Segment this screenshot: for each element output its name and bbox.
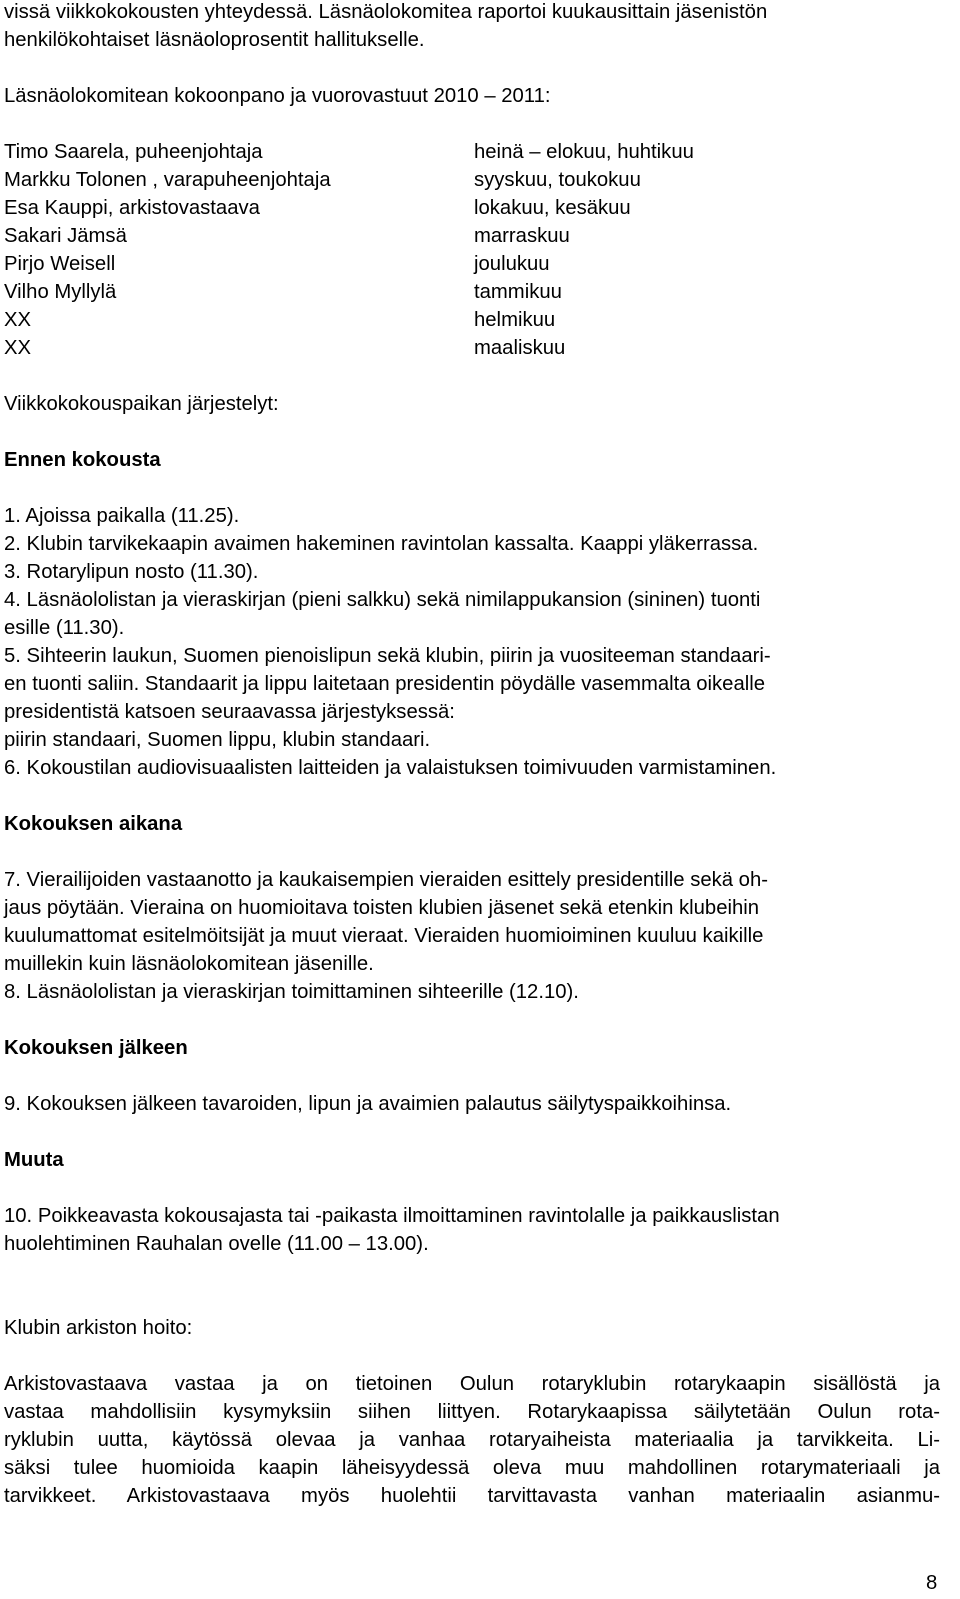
member-months: heinä – elokuu, huhtikuu xyxy=(474,141,694,163)
member-months: tammikuu xyxy=(474,281,562,303)
member-months: marraskuu xyxy=(474,225,570,247)
arrangements-heading: Viikkokokouspaikan järjestelyt: xyxy=(4,393,279,415)
member-name: Markku Tolonen , varapuheenjohtaja xyxy=(4,169,331,191)
archive-heading: Klubin arkiston hoito: xyxy=(4,1317,193,1339)
member-name: Timo Saarela, puheenjohtaja xyxy=(4,141,263,163)
member-months: syyskuu, toukokuu xyxy=(474,169,641,191)
member-months: helmikuu xyxy=(474,309,556,331)
intro-line: henkilökohtaiset läsnäoloprosentit hallitukselle. xyxy=(4,29,425,51)
list-item: 9. Kokouksen jälkeen tavaroiden, lipun ja avaimien palautus säilytyspaikkoihinsa. xyxy=(4,1093,732,1115)
list-item: 5. Sihteerin laukun, Suomen pienoislipun sekä klubin, piirin ja vuositeeman standaari- xyxy=(4,645,771,667)
list-item: 7. Vierailijoiden vastaanotto ja kaukaisempien vieraiden esittely presidentille sekä oh- xyxy=(4,869,768,891)
member-name: Esa Kauppi, arkistovastaava xyxy=(4,197,260,219)
list-item: 3. Rotarylipun nosto (11.30). xyxy=(4,561,259,583)
list-item: 10. Poikkeavasta kokousajasta tai -paikasta ilmoittaminen ravintolalle ja paikkauslistan xyxy=(4,1205,780,1227)
during-meeting-heading: Kokouksen aikana xyxy=(4,813,183,835)
page-number: 8 xyxy=(926,1572,938,1594)
list-item: presidentistä katsoen seuraavassa järjestyksessä: xyxy=(4,701,455,723)
archive-paragraph-line: vastaa mahdollisiin kysymyksiin siihen liittyen. Rotarykaapissa säilytetään Oulun rota- xyxy=(4,1401,940,1423)
archive-paragraph-line: tarvikkeet. Arkistovastaava myös huolehtii tarvittavasta vanhan materiaalin asianmu- xyxy=(4,1485,940,1507)
member-name: Vilho Myllylä xyxy=(4,281,117,303)
list-item: 1. Ajoissa paikalla (11.25). xyxy=(4,505,240,527)
list-item: muillekin kuin läsnäolokomitean jäsenille. xyxy=(4,953,374,975)
before-meeting-heading: Ennen kokousta xyxy=(4,449,161,471)
list-item: kuulumattomat esitelmöitsijät ja muut vieraat. Vieraiden huomioiminen kuuluu kaikille xyxy=(4,925,764,947)
list-item: 4. Läsnäololistan ja vieraskirjan (pieni salkku) sekä nimilappukansion (sininen) tuonti xyxy=(4,589,761,611)
committee-heading: Läsnäolokomitean kokoonpano ja vuorovastuut 2010 – 2011: xyxy=(4,85,551,107)
member-name: Sakari Jämsä xyxy=(4,225,127,247)
archive-paragraph-line: ryklubin uutta, käytössä olevaa ja vanhaa rotaryaiheista materiaalia ja tarvikkeita. Li- xyxy=(4,1429,940,1451)
member-name: XX xyxy=(4,337,32,359)
intro-line: vissä viikkokokousten yhteydessä. Läsnäolokomitea raportoi kuukausittain jäsenistön xyxy=(4,1,768,23)
member-name: XX xyxy=(4,309,32,331)
member-name: Pirjo Weisell xyxy=(4,253,116,275)
member-months: joulukuu xyxy=(474,253,550,275)
list-item: 2. Klubin tarvikekaapin avaimen hakeminen ravintolan kassalta. Kaappi yläkerrassa. xyxy=(4,533,759,555)
member-months: lokakuu, kesäkuu xyxy=(474,197,631,219)
list-item: jaus pöytään. Vieraina on huomioitava toisten klubien jäsenet sekä etenkin klubeihin xyxy=(4,897,760,919)
list-item: 6. Kokoustilan audiovisuaalisten laitteiden ja valaistuksen toimivuuden varmistaminen. xyxy=(4,757,777,779)
misc-heading: Muuta xyxy=(4,1149,64,1171)
list-item: piirin standaari, Suomen lippu, klubin standaari. xyxy=(4,729,431,751)
list-item: en tuonti saliin. Standaarit ja lippu laitetaan presidentin pöydälle vasemmalta oikealle xyxy=(4,673,766,695)
archive-paragraph-line: Arkistovastaava vastaa ja on tietoinen Oulun rotaryklubin rotarykaapin sisällöstä ja xyxy=(4,1373,940,1395)
list-item: 8. Läsnäololistan ja vieraskirjan toimittaminen sihteerille (12.10). xyxy=(4,981,579,1003)
archive-paragraph-line: säksi tulee huomioida kaapin läheisyydessä oleva muu mahdollinen rotarymateriaali ja xyxy=(4,1457,940,1479)
list-item: huolehtiminen Rauhalan ovelle (11.00 – 13.00). xyxy=(4,1233,429,1255)
list-item: esille (11.30). xyxy=(4,617,125,639)
member-months: maaliskuu xyxy=(474,337,566,359)
after-meeting-heading: Kokouksen jälkeen xyxy=(4,1037,188,1059)
